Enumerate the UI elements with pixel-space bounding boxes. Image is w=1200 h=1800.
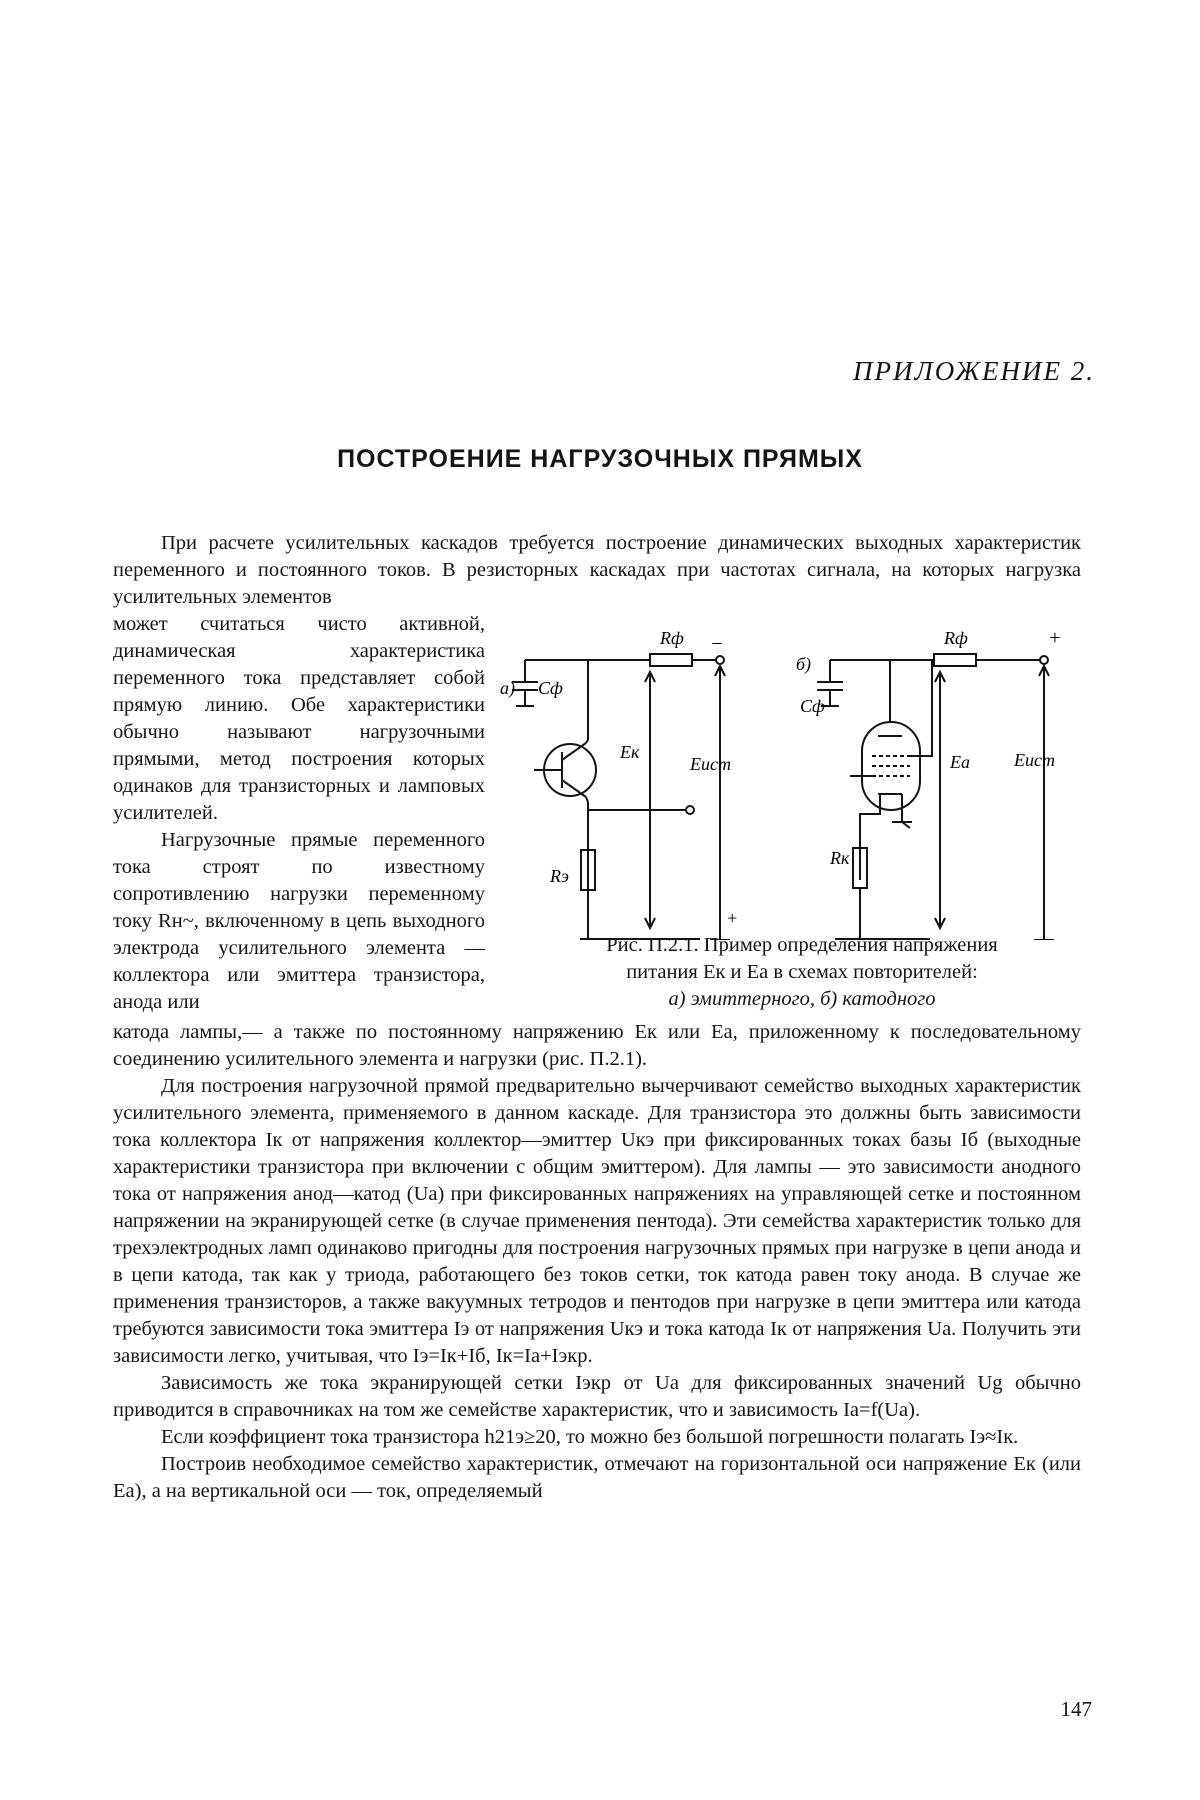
paragraph-5: Если коэффициент тока транзистора h21э≥20, то можно без большой погрешности полагать Iэ≈Iк.: [161, 1426, 1019, 1448]
left-column: [113, 611, 485, 1016]
label-b: б): [796, 654, 812, 674]
label-plus-a: +: [726, 908, 739, 928]
caption-line-3: а) эмиттерного, б) катодного: [668, 988, 936, 1010]
label-eist-b: Eист: [1014, 750, 1055, 770]
appendix-label: ПРИЛОЖЕНИЕ 2.: [853, 356, 1095, 386]
label-rk: Rк: [830, 848, 850, 868]
paragraph-6: Построив необходимое семейство характеристик, отмечают на горизонтальной оси напряжение Eк (или Eа), а на вертикальной оси — ток, определяемый: [113, 1453, 1081, 1502]
intro-paragraph: При расчете усилительных каскадов требуется построение динамических выходных характеристик переменного и постоянного токов. В резисторных каскадах при частотах сигнала, на которых нагрузка усилительных элементов: [113, 532, 1081, 608]
circuit-figure: [500, 610, 1080, 940]
label-a: а): [500, 678, 515, 698]
main-text: [113, 1019, 1081, 1505]
caption-line-2: питания Eк и Eа в схемах повторителей:: [626, 961, 978, 983]
continuation-paragraph: катода лампы,— а также по постоянному напряжению Eк или Eа, приложенному к последовательному соединению усилительного элемента и нагрузки (рис. П.2.1).: [113, 1021, 1081, 1070]
left-column-paragraph-2: Нагрузочные прямые переменного тока строят по известному сопротивлению нагрузки переменному току Rн~, включенному в цепь выходного электрода усилительного элемента — коллектора или эмиттера транзистора, анода или: [113, 829, 485, 1013]
paragraph-4: Зависимость же тока экранирующей сетки Iэкр от Uа для фиксированных значений Ug обычно приводится в справочниках на том же семействе характеристик, что и зависимость Iа=f(Uа).: [113, 1372, 1081, 1421]
label-rf-a: Rф: [660, 628, 684, 648]
label-ea: Eа: [950, 752, 970, 772]
label-cf-b: Cф: [800, 696, 825, 716]
paragraph-3: Для построения нагрузочной прямой предварительно вычерчивают семейство выходных характеристик усилительного элемента, применяемого в данном каскаде. Для транзистора это должны быть зависимости тока коллектора Iк от напряжения коллектор—эмиттер Uкэ при фиксированных токах базы Iб (выходные характеристики транзистора при включении с общим эмиттером). Для лампы — это зависимости анодного тока от напряжения анод—катод (Uа) при фиксированных напряжениях на управляющей сетке и постоянном напряжении на экранирующей сетке (в случае применения пентода). Эти семейства характеристик только для трехэлектродных ламп одинаково пригодны для построения нагрузочных прямых при нагрузке в цепи анода и в цепи катода, так как у триода, работающего без токов сетки, ток катода равен току анода. В случае же применения транзисторов, а также вакуумных тетродов и пентодов при нагрузке в цепи эмиттера или катода требуются зависимости тока эмиттера Iэ от напряжения Uкэ и тока катода Iк от напряжения Uа. Получить эти зависимости легко, учитывая, что Iэ=Iк+Iб, Iк=Iа+Iэкр.: [113, 1075, 1081, 1367]
label-minus: −: [710, 633, 724, 655]
left-column-paragraph-1: может считаться чисто активной, динамическая характеристика переменного тока представляет собой прямую линию. Обе характеристики обычно называют нагрузочными прямыми, метод построения которых одинаков для транзисторных и ламповых усилителей.: [113, 613, 485, 824]
label-re: Rэ: [550, 866, 569, 886]
caption-line-1: Рис. П.2.1. Пример определения напряжения: [606, 934, 998, 956]
label-ek: Eк: [620, 742, 640, 762]
label-eist-a: Eист: [690, 754, 731, 774]
intro-block: [113, 530, 1081, 611]
page-number: 147: [1060, 1697, 1092, 1721]
page-title: ПОСТРОЕНИЕ НАГРУЗОЧНЫХ ПРЯМЫХ: [337, 445, 863, 473]
label-plus-b: +: [1048, 627, 1062, 649]
label-rf-b: Rф: [944, 628, 968, 648]
figure-caption: [522, 932, 1082, 1013]
label-cf-a: Cф: [538, 678, 563, 698]
